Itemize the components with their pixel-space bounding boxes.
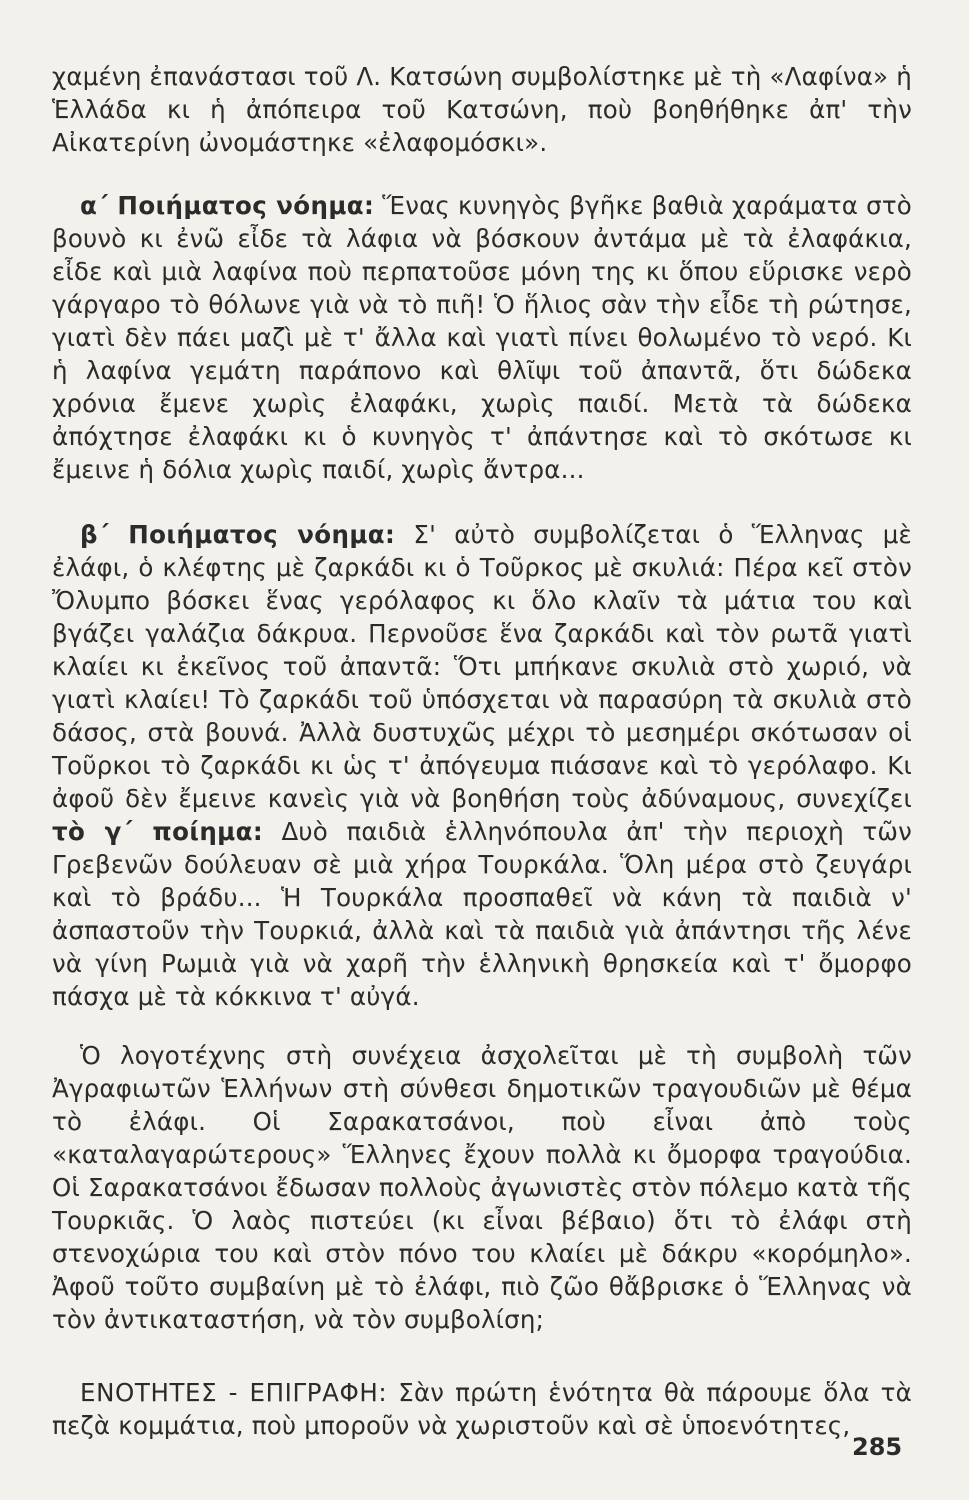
closing-text: Ὁ λογοτέχνης στὴ συνέχεια ἀσχολεῖται μὲ τὴ συμβολὴ τῶν Ἀγραφιωτῶν Ἑλλήνων στὴ σύνθεσι δημοτικῶν τραγουδιῶν μὲ θέμα τὸ ἐλάφι. Οἱ Σαρακατσάνοι, ποὺ εἶναι ἀπὸ τοὺς «καταλαγαρώτερους» Ἕλληνες ἔχουν πολλὰ κι ὄμορφα τραγούδια. Οἱ Σαρακατσάνοι ἔδωσαν πολλοὺς ἀγωνιστὲς στὸν πόλεμο κατὰ τῆς Τουρκιᾶς. Ὁ λαὸς πιστεύει (κι εἶναι βέβαιο) ὅτι τὸ ἐλάφι στὴ στενοχώρια του καὶ στὸν πόνο του κλαίει μὲ δάκρυ «κορόμηλο». Ἀφοῦ τοῦτο συμβαίνη μὲ τὸ ἐλάφι, πιὸ ζῶο θἄβρισκε ὁ Ἕλληνας νὰ τὸν ἀντικαταστήση, νὰ τὸν συμβολίση; <box>52 1041 912 1334</box>
closing-paragraph <box>52 1039 912 1336</box>
page-body <box>52 60 912 1442</box>
sections-text: Σὰν πρώτη ἑνότητα θὰ πάρουμε ὅλα τὰ πεζὰ κομμάτια, ποὺ μποροῦν νὰ χωριστοῦν καὶ σὲ ὑποενότητες, <box>52 1378 912 1440</box>
sections-heading: ΕΝΟΤΗΤΕΣ - ΕΠΙΓΡΑΦΗ: <box>80 1378 388 1407</box>
poem-c-label: τὸ γ΄ ποίημα: <box>52 817 264 846</box>
poem-a-paragraph <box>52 189 912 486</box>
poem-b-text-2: Δυὸ παιδιὰ ἑλληνόπουλα ἀπ' τὴν περιοχὴ τῶν Γρεβενῶν δούλευαν σὲ μιὰ χήρα Τουρκάλα. Ὅλη μέρα στὸ ζευγάρι καὶ τὸ βράδυ... Ἡ Τουρκάλα προσπαθεῖ νὰ κάνη τὰ παιδιὰ ν' ἀσπαστοῦν τὴν Τουρκιά, ἀλλὰ καὶ τὰ παιδιὰ γιὰ ἀπάντησι τῆς λένε νὰ γίνη Ρωμιὰ γιὰ νὰ χαρῆ τὴν ἑλληνικὴ θρησκεία καὶ τ' ὄμορφο πάσχα μὲ τὰ κόκκινα τ' αὐγά. <box>52 817 912 1011</box>
poem-b-label: β΄ Ποιήματος νόημα: <box>80 520 396 549</box>
sections-paragraph <box>52 1376 912 1442</box>
poem-a-label: α΄ Ποιήματος νόημα: <box>80 191 375 220</box>
poem-b-paragraph <box>52 518 912 1013</box>
poem-a-text: Ἕνας κυνηγὸς βγῆκε βαθιὰ χαράματα στὸ βουνὸ κι ἐνῶ εἶδε τὰ λάφια νὰ βόσκουν ἀντάμα μὲ τὰ ἐλαφάκια, εἶδε καὶ μιὰ λαφίνα ποὺ περπατοῦσε μόνη της κι ὅπου εὕρισκε νερὸ γάργαρο τὸ θόλωνε γιὰ νὰ τὸ πιῆ! Ὁ ἥλιος σὰν τὴν εἶδε τὴ ρώτησε, γιατὶ δὲν πάει μαζὶ μὲ τ' ἄλλα καὶ γιατὶ πίνει θολωμένο τὸ νερό. Κι ἡ λαφίνα γεμάτη παράπονο καὶ θλῖψι τοῦ ἀπαντᾶ, ὅτι δώδεκα χρόνια ἔμενε χωρὶς ἐλαφάκι, χωρὶς παιδί. Μετὰ τὰ δώδεκα ἀπόχτησε ἐλαφάκι κι ὁ κυνηγὸς τ' ἀπάντησε καὶ τὸ σκότωσε κι ἔμεινε ἡ δόλια χωρὶς παιδί, χωρὶς ἄντρα... <box>52 191 912 484</box>
poem-b-text-1: Σ' αὐτὸ συμβολίζεται ὁ Ἕλληνας μὲ ἐλάφι, ὁ κλέφτης μὲ ζαρκάδι κι ὁ Τοῦρκος μὲ σκυλιά: Πέρα κεῖ στὸν Ὄλυμπο βόσκει ἕνας γερόλαφος κι ὅλο κλαῖν τὰ μάτια του καὶ βγάζει γαλάζια δάκρυα. Περνοῦσε ἕνα ζαρκάδι καὶ τὸν ρωτᾶ γιατὶ κλαίει κι ἐκεῖνος τοῦ ἀπαντᾶ: Ὅτι μπήκανε σκυλιὰ στὸ χωριό, νὰ γιατὶ κλαίει! Τὸ ζαρκάδι τοῦ ὑπόσχεται νὰ παρασύρη τὰ σκυλιὰ στὸ δάσος, στὰ βουνά. Ἀλλὰ δυστυχῶς μέχρι τὸ μεσημέρι σκότωσαν οἱ Τοῦρκοι τὸ ζαρκάδι κι ὡς τ' ἀπόγευμα πιάσανε καὶ τὸ γερόλαφο. Κι ἀφοῦ δὲν ἔμεινε κανεὶς γιὰ νὰ βοηθήση τοὺς ἀδύναμους, συνεχίζει <box>52 520 912 813</box>
page-number: 285 <box>852 1433 903 1461</box>
intro-paragraph <box>52 60 912 159</box>
intro-text: χαμένη ἐπανάστασι τοῦ Λ. Κατσώνη συμβολίστηκε μὲ τὴ «Λαφίνα» ἡ Ἑλλάδα κι ἡ ἀπόπειρα τοῦ Κατσώνη, ποὺ βοηθήθηκε ἀπ' τὴν Αἰκατερίνη ὠνομάστηκε «ἐλαφομόσκι». <box>52 62 912 157</box>
